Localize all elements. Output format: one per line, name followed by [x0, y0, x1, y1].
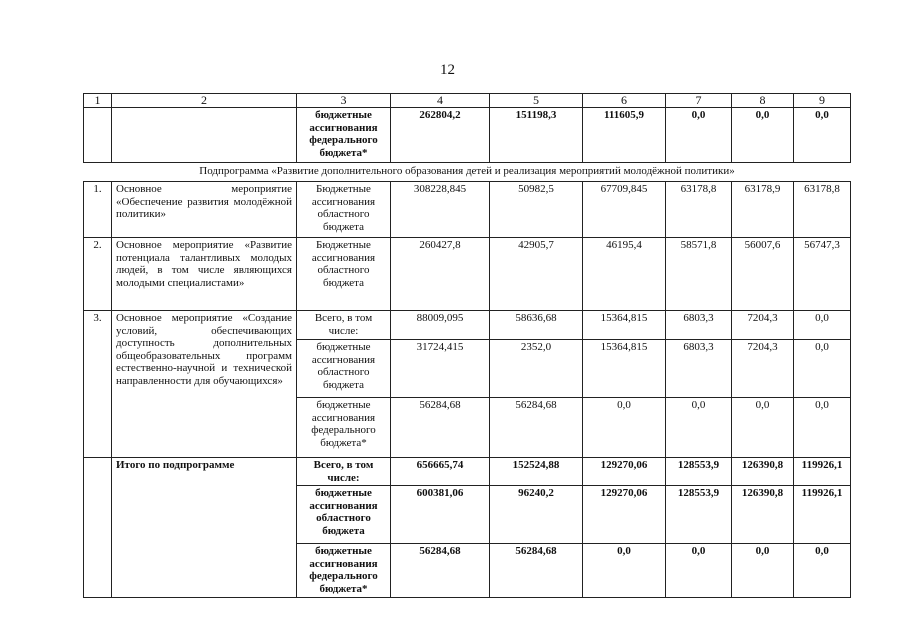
column-header: 3 — [297, 94, 391, 108]
column-header: 8 — [732, 94, 794, 108]
value-cell: 31724,415 — [391, 340, 490, 398]
value-cell: 129270,06 — [583, 458, 666, 486]
table-row — [84, 238, 851, 311]
value-cell: 0,0 — [794, 108, 851, 163]
value-cell: 0,0 — [732, 544, 794, 598]
value-cell: 128553,9 — [666, 458, 732, 486]
value-cell: 0,0 — [583, 544, 666, 598]
activity-name: Основное мероприятие «Развитие потенциала талантливых молодых людей, в том числе являющихся молодыми специалистами» — [112, 238, 297, 311]
table-row — [84, 182, 851, 238]
value-cell: 128553,9 — [666, 486, 732, 544]
value-cell: 0,0 — [794, 544, 851, 598]
row-number: 2. — [84, 238, 112, 311]
value-cell: 0,0 — [794, 311, 851, 340]
subprogram-row — [84, 163, 851, 182]
value-cell: 126390,8 — [732, 458, 794, 486]
value-cell: 0,0 — [666, 398, 732, 458]
column-header: 5 — [490, 94, 583, 108]
value-cell: 600381,06 — [391, 486, 490, 544]
funding-source: бюджетные ассигнования областного бюджета — [297, 340, 391, 398]
value-cell: 308228,845 — [391, 182, 490, 238]
value-cell: 50982,5 — [490, 182, 583, 238]
value-cell: 96240,2 — [490, 486, 583, 544]
column-header: 2 — [112, 94, 297, 108]
value-cell: 129270,06 — [583, 486, 666, 544]
activity-name: Основное мероприятие «Обеспечение развития молодёжной политики» — [112, 182, 297, 238]
funding-source: бюджетные ассигнования федерального бюджета* — [297, 544, 391, 598]
column-header: 1 — [84, 94, 112, 108]
funding-source: Бюджетные ассигнования областного бюджета — [297, 182, 391, 238]
value-cell: 15364,815 — [583, 311, 666, 340]
column-header: 6 — [583, 94, 666, 108]
value-cell: 0,0 — [666, 108, 732, 163]
value-cell: 56747,3 — [794, 238, 851, 311]
value-cell: 126390,8 — [732, 486, 794, 544]
value-cell: 152524,88 — [490, 458, 583, 486]
total-label: Итого по подпрограмме — [112, 458, 297, 598]
value-cell: 119926,1 — [794, 486, 851, 544]
value-cell: 63178,8 — [794, 182, 851, 238]
value-cell: 7204,3 — [732, 340, 794, 398]
funding-source: Всего, в том числе: — [297, 311, 391, 340]
value-cell: 0,0 — [583, 398, 666, 458]
value-cell: 0,0 — [794, 340, 851, 398]
value-cell: 63178,9 — [732, 182, 794, 238]
value-cell: 56007,6 — [732, 238, 794, 311]
page-number: 12 — [440, 62, 455, 78]
value-cell: 0,0 — [666, 544, 732, 598]
value-cell: 111605,9 — [583, 108, 666, 163]
total-row — [84, 458, 851, 486]
funding-source: бюджетные ассигнования федерального бюджета* — [297, 398, 391, 458]
column-header: 7 — [666, 94, 732, 108]
value-cell: 56284,68 — [490, 398, 583, 458]
value-cell: 260427,8 — [391, 238, 490, 311]
value-cell: 56284,68 — [391, 398, 490, 458]
value-cell: 56284,68 — [391, 544, 490, 598]
value-cell: 7204,3 — [732, 311, 794, 340]
value-cell: 56284,68 — [490, 544, 583, 598]
value-cell: 0,0 — [732, 108, 794, 163]
value-cell: 6803,3 — [666, 311, 732, 340]
subprogram-title: Подпрограмма «Развитие дополнительного образования детей и реализация мероприятий молодёжной политики» — [84, 163, 851, 182]
value-cell: 63178,8 — [666, 182, 732, 238]
value-cell: 0,0 — [794, 398, 851, 458]
activity-name: Основное мероприятие «Создание условий, обеспечивающих доступность дополнительных общеобразовательных программ естественно-научной и технической направленности для обучающихся» — [112, 311, 297, 458]
funding-source: Всего, в том числе: — [297, 458, 391, 486]
value-cell: 151198,3 — [490, 108, 583, 163]
value-cell: 58636,68 — [490, 311, 583, 340]
funding-source: бюджетные ассигнования областного бюджета — [297, 486, 391, 544]
column-header: 4 — [391, 94, 490, 108]
value-cell: 15364,815 — [583, 340, 666, 398]
value-cell: 0,0 — [732, 398, 794, 458]
table-row — [84, 311, 851, 340]
row-number: 1. — [84, 182, 112, 238]
value-cell: 2352,0 — [490, 340, 583, 398]
row-number: 3. — [84, 311, 112, 458]
value-cell: 42905,7 — [490, 238, 583, 311]
value-cell: 88009,095 — [391, 311, 490, 340]
value-cell: 67709,845 — [583, 182, 666, 238]
column-header: 9 — [794, 94, 851, 108]
column-number-row — [84, 94, 851, 108]
value-cell: 656665,74 — [391, 458, 490, 486]
value-cell: 58571,8 — [666, 238, 732, 311]
table-row — [84, 108, 851, 163]
value-cell: 6803,3 — [666, 340, 732, 398]
budget-table — [83, 93, 851, 598]
funding-source: бюджетные ассигнования федерального бюджета* — [297, 108, 391, 163]
funding-source: Бюджетные ассигнования областного бюджета — [297, 238, 391, 311]
value-cell: 119926,1 — [794, 458, 851, 486]
value-cell: 262804,2 — [391, 108, 490, 163]
value-cell: 46195,4 — [583, 238, 666, 311]
